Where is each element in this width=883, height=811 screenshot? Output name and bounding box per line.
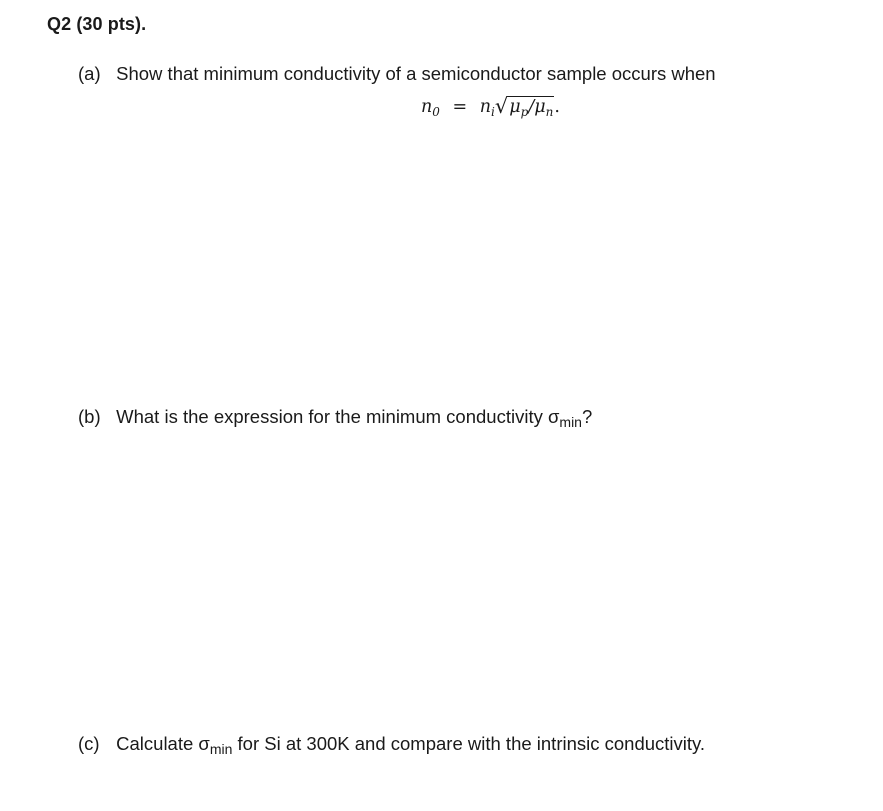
sigma-symbol: σ — [198, 733, 210, 754]
part-b-text: What is the expression for the minimum conductivity — [116, 406, 548, 427]
eq-period: . — [554, 97, 560, 117]
eq-rhs: n — [479, 97, 492, 117]
eq-lhs: n — [421, 97, 433, 117]
part-b — [78, 406, 592, 428]
eq-rhs-sub: i — [491, 105, 495, 119]
sqrt-expression — [495, 93, 554, 118]
radicand — [508, 96, 554, 118]
radical-sign: √ — [494, 94, 509, 118]
eq-mu-p: μ — [509, 97, 521, 117]
sigma-symbol: σ — [547, 406, 560, 427]
eq-operator: = — [452, 97, 468, 117]
part-c — [78, 733, 705, 755]
part-a — [78, 63, 716, 85]
eq-mu-n: μ — [534, 97, 546, 117]
eq-lhs-sub: 0 — [432, 105, 440, 119]
sigma-subscript: min — [209, 741, 233, 757]
part-c-label: (c) — [78, 733, 100, 754]
part-c-text: Calculate — [116, 733, 199, 754]
eq-mu-p-sub: p — [520, 105, 529, 119]
part-c-text-end: for Si at 300K and compare with the intrinsic conductivity. — [232, 733, 706, 754]
part-a-label: (a) — [78, 63, 101, 84]
sigma-subscript: min — [559, 414, 582, 430]
question-title: Q2 (30 pts). — [47, 14, 147, 34]
eq-mu-n-sub: n — [545, 105, 554, 119]
part-a-text: Show that minimum conductivity of a semiconductor sample occurs when — [116, 63, 716, 84]
part-b-text-end: ? — [581, 406, 593, 427]
eq-slash: / — [528, 97, 535, 117]
part-b-label: (b) — [78, 406, 101, 427]
min-conductivity-equation — [421, 93, 560, 118]
